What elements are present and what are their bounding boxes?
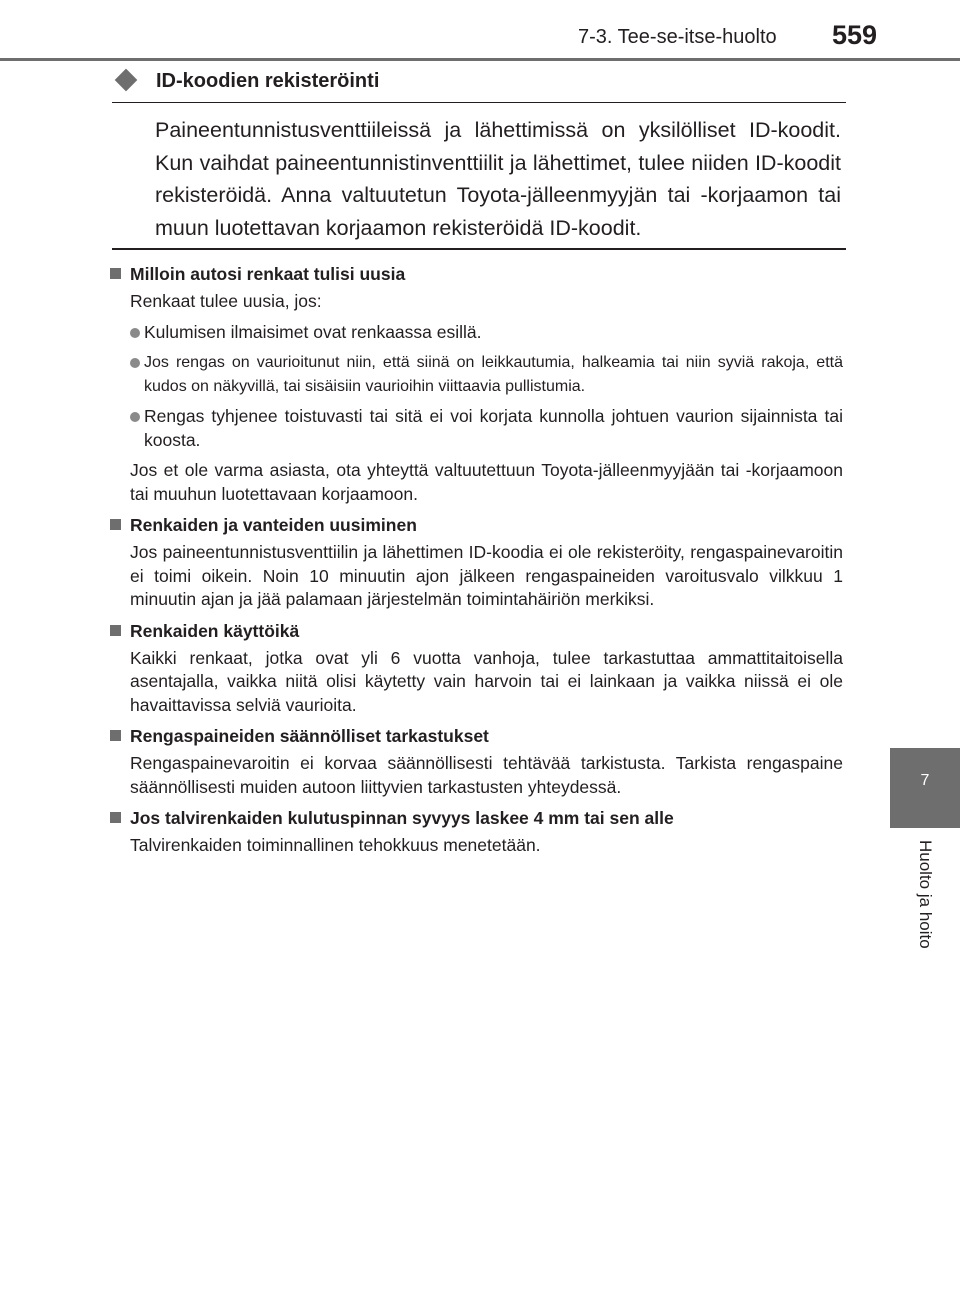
note-tire-replacement <box>108 262 843 506</box>
notes <box>108 262 843 865</box>
round-bullet-icon <box>130 358 140 368</box>
header-rule <box>0 58 960 61</box>
notes-divider <box>112 248 846 250</box>
square-bullet-icon <box>110 519 121 530</box>
section-title: ID-koodien rekisteröinti <box>156 70 380 92</box>
list-item-text: Kulumisen ilmaisimet ovat renkaassa esillä. <box>144 321 482 342</box>
list-item <box>130 405 843 452</box>
header-section-title: 7-3. Tee-se-itse-huolto <box>578 26 777 48</box>
note-heading <box>108 724 843 748</box>
page-number: 559 <box>832 20 878 50</box>
note-tire-age <box>108 619 843 718</box>
round-bullet-icon <box>130 412 140 422</box>
note-heading <box>108 619 843 643</box>
list-item <box>130 351 843 398</box>
note-tire-wheel-replacement <box>108 513 843 612</box>
note-heading-text: Milloin autosi renkaat tulisi uusia <box>130 264 406 284</box>
note-heading-text: Rengaspaineiden säännölliset tarkastukset <box>130 726 489 746</box>
chapter-tab <box>890 748 960 828</box>
note-pressure-checks <box>108 724 843 799</box>
square-bullet-icon <box>110 625 121 636</box>
square-bullet-icon <box>110 268 121 279</box>
square-bullet-icon <box>110 730 121 741</box>
note-intro: Renkaat tulee uusia, jos: <box>130 291 322 311</box>
chapter-number: 7 <box>920 772 930 789</box>
list-item <box>130 321 843 345</box>
note-text: Jos paineentunnistusventtiilin ja lähettimen ID-koodia ei ole rekisteröity, rengaspainevaroitin ei toimi oikein. Noin 10 minuutin ajon jälkeen rengaspaineiden varoitusvalo vilkkuu 1 minuutin ajan ja jää palamaan järjestelmän toimintahäiriön merkiksi. <box>130 542 843 609</box>
note-winter-tires <box>108 806 843 858</box>
note-heading-text: Renkaiden käyttöikä <box>130 620 300 641</box>
list-item-text: Rengas tyhjenee toistuvasti tai sitä ei voi korjata kunnolla johtuen vaurion sijainnista tai koosta. <box>144 406 843 450</box>
note-text: Talvirenkaiden toiminnallinen tehokkuus menetetään. <box>130 835 541 855</box>
round-bullet-icon <box>130 328 140 338</box>
note-heading-text: Jos talvirenkaiden kulutuspinnan syvyys laskee 4 mm tai sen alle <box>130 808 674 828</box>
list-item-text: Jos rengas on vaurioitunut niin, että siinä on leikkautumia, halkeamia tai niin syviä rakoja, että kudos on näkyvillä, tai sisäisiin vaurioihin viittaavia pullistumia. <box>144 354 843 395</box>
note-heading-text: Renkaiden ja vanteiden uusiminen <box>130 515 417 535</box>
square-bullet-icon <box>110 812 121 823</box>
chapter-label: Huolto ja hoito <box>916 840 935 949</box>
note-text: Rengaspainevaroitin ei korvaa säännöllisesti tehtävää tarkistusta. Tarkista rengaspaine säännöllisesti muiden autoon liittyvien tarkastusten yhteydessä. <box>130 753 843 797</box>
note-heading <box>108 513 843 537</box>
section-header <box>112 70 846 103</box>
chapter-label-container <box>912 840 938 972</box>
section-body: Paineentunnistusventtiileissä ja lähettimissä on yksilölliset ID-koodit. Kun vaihdat paineentunnistinventtiilit ja lähettimet, tulee niiden ID-koodit rekisteröidä. Anna valtuutetun Toyota-jälleenmyyjän tai -korjaamon tai muun luotettavan korjaamon rekisteröidä ID-koodit. <box>155 118 841 240</box>
note-text: Kaikki renkaat, jotka ovat yli 6 vuotta vanhoja, tulee tarkastuttaa ammattitaitoisella asentajalla, vaikka niitä olisi käytetty vain harvoin tai ei lainkaan ja vaikka niissä ei ole havaittavissa selviä vaurioita. <box>130 647 843 715</box>
note-heading <box>108 262 843 286</box>
note-outro: Jos et ole varma asiasta, ota yhteyttä valtuutettuun Toyota-jälleenmyyjään tai -korjaamoon tai muuhun luotettavaan korjaamoon. <box>130 460 843 504</box>
diamond-icon <box>115 69 138 92</box>
note-heading <box>108 806 843 830</box>
